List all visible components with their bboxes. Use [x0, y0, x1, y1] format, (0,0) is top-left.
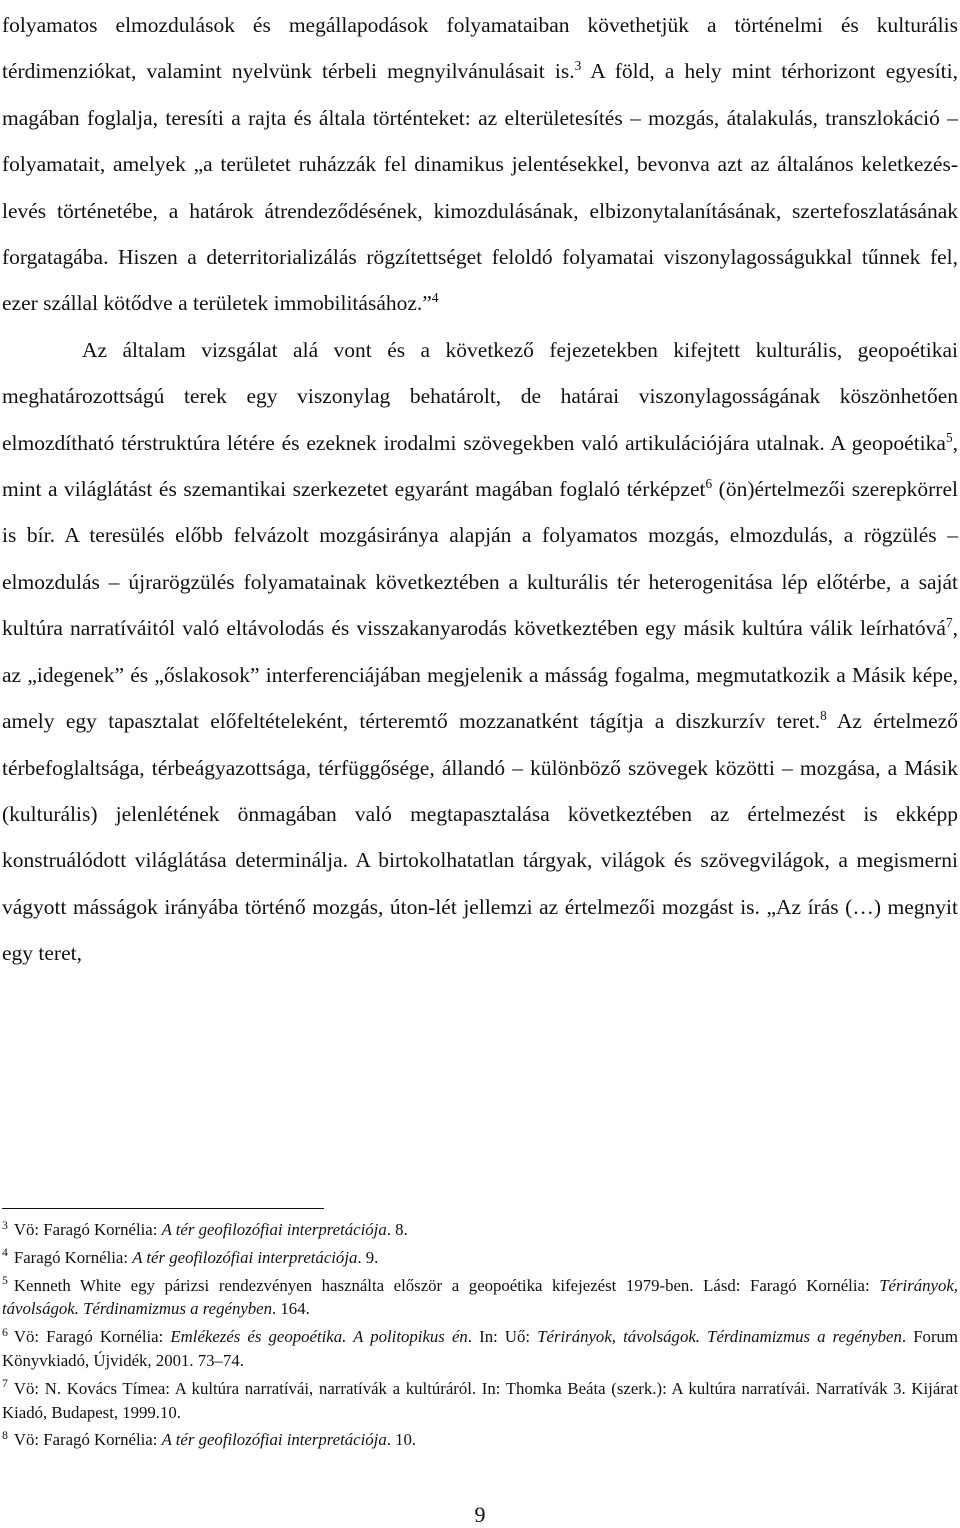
- footnote-6: [2, 1325, 958, 1373]
- page-number: 9: [474, 1502, 486, 1527]
- footnote-title: A tér geofilozófiai interpretációja: [161, 1220, 387, 1239]
- footnote-number: 6: [2, 1325, 8, 1339]
- footnote-text: Faragó Kornélia:: [13, 1247, 133, 1267]
- footnote-number: 7: [2, 1377, 8, 1391]
- footnote-title: A tér geofilozófiai interpretációja: [132, 1247, 358, 1267]
- footnote-number: 3: [2, 1218, 8, 1232]
- footnotes: [2, 1218, 958, 1452]
- footnote-ref-7: 7: [945, 615, 953, 631]
- footnote-title: Térirányok, távolságok. Térdinamizmus a regényben: [2, 1275, 958, 1319]
- footnote-text: Vö: Faragó Kornélia:: [13, 1220, 162, 1239]
- footnote-text: . 10.: [386, 1430, 417, 1450]
- footnote-8: [2, 1428, 958, 1452]
- footnote-ref-5: 5: [945, 429, 953, 445]
- main-text: [2, 2, 958, 977]
- footnote-4: [2, 1246, 958, 1270]
- footnote-text: . 8.: [386, 1220, 408, 1239]
- paragraph-1-text-b: A föld, a hely mint térhorizont egyesíti, magában foglalja, teresíti a rajta és általa történteket: az elterületesítés – mozgás, átalakulás, transzlokáció – folyamatait, amelyek „a területet ruházzák fel dinamikus jelentésekkel, bevonva azt az általános keletkezés-levés történetébe, a határok átrendeződésének, kimozdulásának, elbizonytalanításának, szertefoszlatásának forgatagába. Hiszen a deterritorializálás rögzítettséget feloldó folyamatai viszonylagosságukkal tűnnek fel, ezer szállal kötődve a területek immobilitásához.”: [2, 59, 959, 316]
- footnote-ref-8: 8: [820, 707, 827, 723]
- footnote-separator: [2, 1208, 324, 1209]
- footnote-title: Emlékezés és geopoétika. A politopikus én: [170, 1327, 468, 1347]
- footnote-text: . 164.: [272, 1299, 310, 1319]
- paragraph-2: [2, 327, 958, 977]
- footnote-number: 8: [2, 1428, 8, 1442]
- footnote-text: . 9.: [357, 1247, 379, 1267]
- footnote-title: A tér geofilozófiai interpretációja: [161, 1430, 387, 1450]
- paragraph-2-text-e: Az értelmező térbefoglaltsága, térbeágyazottsága, térfüggősége, állandó – különböző szövegek közötti – mozgása, a Másik (kulturális) jelenlétének önmagában való megtapasztalása következtében az értelmezést is ekképp konstruálódott világlátása determinálja. A birtokolhatatlan tárgyak, világok és szövegvilágok, a megismerni vágyott másságok irányába történő mozgás, úton-lét jellemzi az értelmezői mozgást is. „Az írás (…) megnyit egy teret,: [2, 709, 958, 966]
- footnote-text: . In: Uő:: [467, 1327, 538, 1347]
- paragraph-2-text-a: Az általam vizsgálat alá vont és a következő fejezetekben kifejtett kulturális, geopoétikai meghatározottságú terek egy viszonylag behatárolt, de határai viszonylagosságának köszönhetően elmozdítható térstruktúra létére és ezeknek irodalmi szövegekben való artikulációjára utalnak. A geopoétika: [2, 337, 958, 455]
- footnote-text: Kenneth White egy párizsi rendezvényen használta először a geopoétika kifejezést 1979-ben. Lásd: Faragó Kornélia:: [13, 1275, 880, 1295]
- footnote-5: [2, 1274, 958, 1322]
- footnote-text: . Forum Könyvkiadó, Újvidék, 2001. 73–74.: [2, 1327, 958, 1370]
- footnote-ref-6: 6: [705, 475, 713, 491]
- footnote-text: Vö: Faragó Kornélia:: [13, 1430, 162, 1450]
- footnote-text: Vö: N. Kovács Tímea: A kultúra narratívái, narratívák a kultúráról. In: Thomka Beáta (szerk.): A kultúra narratívái. Narratívák 3. Kijárat Kiadó, Budapest, 1999.10.: [2, 1378, 958, 1422]
- footnote-number: 4: [2, 1246, 8, 1260]
- paragraph-1: [2, 2, 958, 327]
- footnote-7: [2, 1377, 958, 1425]
- footnote-title: Térirányok, távolságok. Térdinamizmus a regényben: [537, 1327, 902, 1347]
- paragraph-2-text-c: (ön)értelmezői szerepkörrel is bír. A teresülés előbb felvázolt mozgásiránya alapján a folyamatos mozgás, elmozdulás, a rögzülés – elmozdulás – újrarögzülés folyamatainak következtében a kulturális tér heterogenitása lép előtérbe, a saját kultúra narratíváitól való eltávolodás és visszakanyarodás következtében egy másik kultúra válik leírhatóvá: [2, 477, 958, 641]
- footnote-ref-4: 4: [431, 290, 439, 306]
- paragraph-1-text-a: folyamatos elmozdulások és megállapodások folyamataiban követhetjük a történelmi és kulturális térdimenziókat, valamint nyelvünk térbeli megnyilvánulásait is.: [2, 13, 958, 84]
- paragraph-2-text-b: , mint a világlátást és szemantikai szerkezetet egyaránt magában foglaló térképzet: [2, 430, 958, 502]
- footnote-ref-3: 3: [574, 58, 582, 74]
- paragraph-2-text-d: , az „idegenek” és „őslakosok” interferenciájában megjelenik a másság fogalma, megmutatkozik a Másik képe, amely egy tapasztalat előfeltételeként, térteremtő mozzanatként tágítja a diszkurzív teret.: [2, 616, 958, 734]
- footnote-3: [2, 1218, 958, 1242]
- footnote-text: Vö: Faragó Kornélia:: [13, 1327, 171, 1347]
- footnote-number: 5: [2, 1274, 8, 1288]
